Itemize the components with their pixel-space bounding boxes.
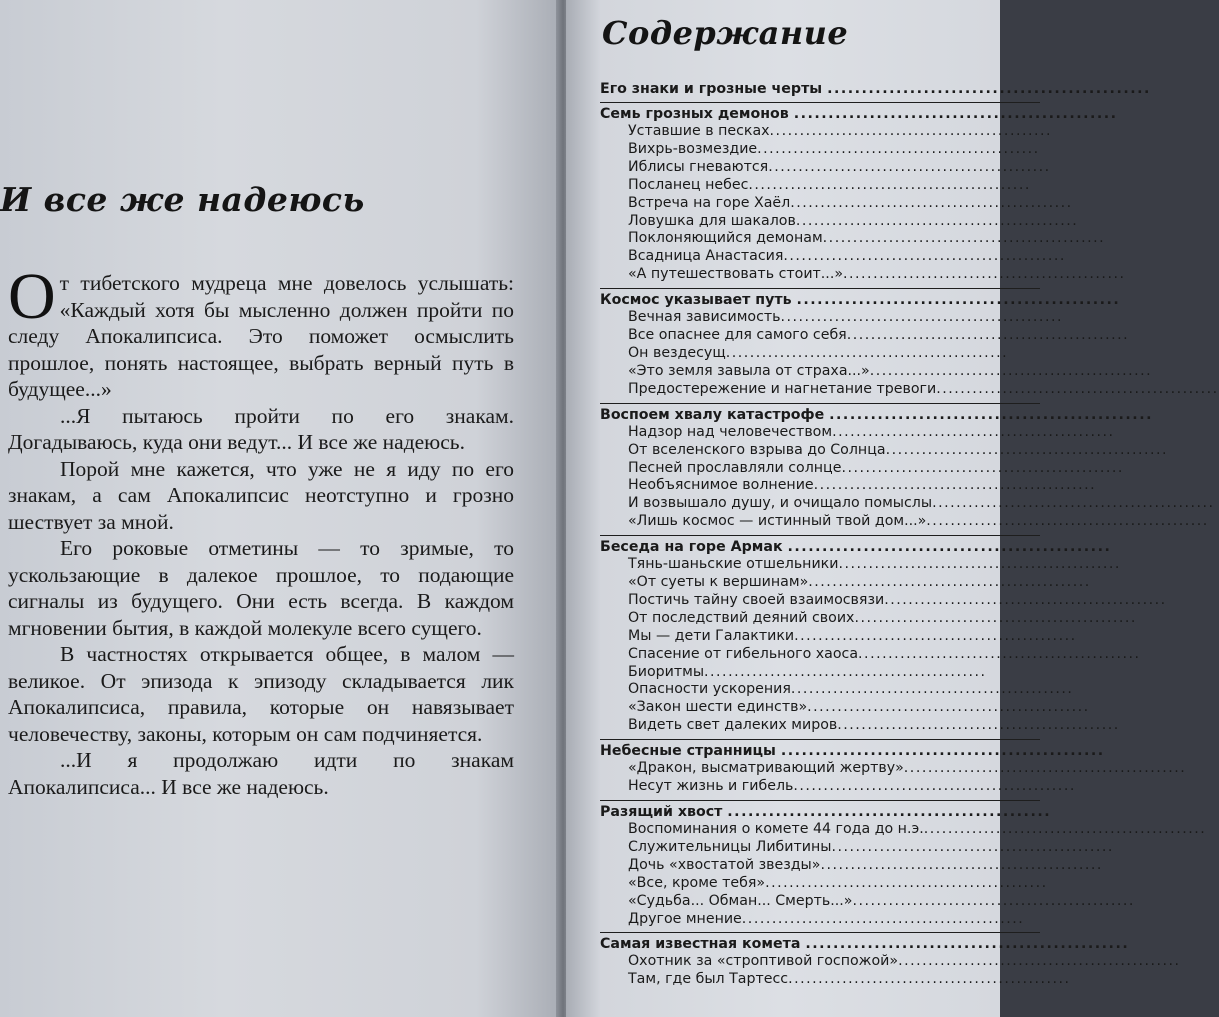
toc-item xyxy=(628,953,1181,971)
toc-section xyxy=(600,102,1126,284)
toc-leader-dots: ............................................... xyxy=(869,362,1153,379)
table-of-contents xyxy=(600,80,1219,989)
toc-item-text: Опасности ускорения xyxy=(628,681,791,698)
toc-leader-dots: ............................................... xyxy=(725,344,1009,361)
toc-item-text: Вихрь-возмездие xyxy=(628,140,758,157)
toc-item xyxy=(628,380,1219,399)
toc-item-text: Песней прославляли солнце xyxy=(628,459,842,476)
toc-item xyxy=(628,477,1097,495)
toc-item-text: Биоритмы xyxy=(628,663,705,680)
toc-item-text: Постичь тайну своей взаимосвязи xyxy=(628,591,885,608)
toc-divider xyxy=(600,403,1040,404)
toc-item-text: Охотник за «строптивой госпожой» xyxy=(628,953,899,970)
toc-item xyxy=(628,627,1077,646)
toc-heading-text: Разящий хвост xyxy=(600,804,723,820)
toc-leader-dots: ............................................... xyxy=(794,627,1077,644)
toc-item-text: Поклоняющийся демонам xyxy=(628,230,823,247)
toc-leader-dots: ............................................... xyxy=(787,539,1112,556)
toc-section xyxy=(600,535,1167,735)
drop-cap: О xyxy=(8,260,56,333)
toc-leader-dots: ............................................... xyxy=(822,230,1106,247)
toc-item xyxy=(628,717,1120,735)
toc-item xyxy=(628,778,1076,796)
toc-leader-dots: ............................................... xyxy=(854,609,1137,626)
toc-item-text: Видеть свет далеких миров xyxy=(628,717,838,734)
toc-item-text: Спасение от гибельного хаоса xyxy=(628,645,859,662)
toc-item xyxy=(628,513,1209,531)
toc-section xyxy=(600,80,1151,98)
toc-leader-dots: ............................................... xyxy=(858,645,1141,662)
paragraph: ...Я пытаюсь пройти по его знакам. Догадываюсь, куда они ведут... И все же надеюсь. xyxy=(8,403,514,454)
toc-item xyxy=(628,821,1207,839)
toc-leader-dots: ............................................... xyxy=(820,856,1103,873)
toc-item-text: Все опаснее для самого себя xyxy=(628,327,847,344)
toc-divider xyxy=(600,739,1040,740)
body-text xyxy=(8,260,514,800)
toc-leader-dots: ............................................... xyxy=(790,194,1073,211)
toc-item-text: Тянь-шаньские отшельники xyxy=(628,556,839,573)
toc-item xyxy=(628,591,1167,610)
toc-item-text: Другое мнение xyxy=(628,910,742,927)
paragraph: Его роковые отметины — то зримые, то ускользающие в далекое прошлое, то подающие сигналы из будущего. Они есть всегда. В каждом мгновении бытия, в каждой молекуле всего сущего. xyxy=(8,536,514,640)
toc-item xyxy=(628,699,1090,717)
toc-leader-dots: ............................................... xyxy=(796,292,1121,309)
toc-item-text: Уставшие в песках xyxy=(628,123,770,139)
toc-item xyxy=(628,664,1040,682)
toc-item-text: Иблисы гневаются xyxy=(628,158,769,175)
toc-heading-text: Самая известная комета xyxy=(600,936,801,953)
toc-leader-dots: ............................................... xyxy=(704,663,987,680)
toc-leader-dots: ............................................... xyxy=(827,81,1151,97)
toc-leader-dots: ............................................... xyxy=(788,971,1071,988)
toc-leader-dots: ............................................... xyxy=(852,892,1135,909)
toc-heading-text: Небесные странницы xyxy=(600,743,776,760)
chapter-title: И все же надеюсь xyxy=(0,180,365,219)
toc-section xyxy=(600,800,1207,928)
toc-item xyxy=(628,760,1187,778)
toc-item-text: Предостережение и нагнетание тревоги xyxy=(628,380,937,397)
toc-item-text: От вселенского взрыва до Солнца xyxy=(628,441,886,458)
toc-item xyxy=(628,556,1121,574)
paragraph: ...И я продолжаю идти по знакам Апокалипсиса... И все же надеюсь. xyxy=(8,748,514,799)
left-page xyxy=(0,0,560,1017)
paragraph xyxy=(8,260,514,403)
toc-leader-dots: ............................................... xyxy=(793,778,1076,795)
toc-item xyxy=(628,194,1073,213)
toc-item xyxy=(628,441,1169,460)
toc-item xyxy=(628,681,1074,699)
toc-heading-text: Космос указывает путь xyxy=(600,292,792,309)
toc-item-text: И возвышало душу, и очищало помыслы xyxy=(628,495,933,512)
toc-item xyxy=(628,459,1124,478)
toc-section-heading xyxy=(600,935,1130,953)
toc-leader-dots: ............................................... xyxy=(757,140,1040,157)
toc-item xyxy=(628,212,1079,231)
toc-item xyxy=(628,892,1135,911)
paragraph: Порой мне кажется, что уже не я иду по его знакам, а сам Апокалипсис неотступно и грозно шествует за мной. xyxy=(8,456,514,534)
toc-leader-dots: ............................................... xyxy=(765,874,1048,891)
toc-leader-dots: ............................................... xyxy=(813,477,1097,494)
toc-item xyxy=(628,856,1103,875)
toc-item xyxy=(628,971,1071,989)
toc-item-text: Вечная зависимость xyxy=(628,309,781,326)
toc-item-text: «Закон шести единств» xyxy=(628,699,808,716)
toc-section xyxy=(600,288,1219,399)
toc-section-heading xyxy=(600,80,1151,98)
toc-leader-dots: ............................................... xyxy=(936,380,1219,397)
toc-item xyxy=(628,266,1126,284)
toc-leader-dots: ............................................... xyxy=(795,212,1079,229)
toc-section-heading xyxy=(600,406,1153,424)
toc-item xyxy=(628,177,1040,195)
toc-leader-dots: ............................................... xyxy=(748,176,1031,193)
toc-leader-dots: ............................................... xyxy=(841,459,1124,476)
toc-leader-dots: ............................................... xyxy=(741,910,1025,927)
toc-divider xyxy=(600,535,1040,536)
toc-leader-dots: ............................................... xyxy=(831,838,1114,855)
toc-item-text: «От суеты к вершинам» xyxy=(628,574,809,591)
toc-item-text: Служительницы Либитины xyxy=(628,838,832,855)
toc-leader-dots: ............................................... xyxy=(829,406,1153,423)
toc-section xyxy=(600,739,1187,796)
toc-item-text: «А путешествовать стоит...» xyxy=(628,266,844,283)
toc-item-text: «Все, кроме тебя» xyxy=(628,874,766,891)
toc-item-text: «Лишь космос — истинный твой дом...» xyxy=(628,513,927,530)
toc-item xyxy=(628,495,1215,513)
toc-heading-text: Семь грозных демонов xyxy=(600,106,789,122)
toc-leader-dots: ............................................... xyxy=(923,821,1207,837)
toc-item xyxy=(628,645,1141,664)
toc-item-text: Необъяснимое волнение xyxy=(628,477,814,494)
toc-leader-dots: ............................................... xyxy=(903,760,1187,777)
toc-heading-text: Воспоем хвалу катастрофе xyxy=(600,406,825,423)
bleed-through-text xyxy=(40,20,500,180)
toc-item-text: Воспоминания о комете 44 года до н.э. xyxy=(628,821,924,837)
toc-leader-dots: ............................................... xyxy=(793,106,1118,122)
toc-item xyxy=(628,158,1051,177)
toc-leader-dots: ............................................... xyxy=(769,123,1053,139)
toc-item-text: Там, где был Тартесс xyxy=(628,971,789,988)
toc-section-heading xyxy=(600,803,1052,821)
toc-leader-dots: ............................................... xyxy=(780,743,1105,760)
toc-divider xyxy=(600,800,1040,801)
toc-leader-dots: ............................................... xyxy=(808,574,1091,591)
toc-leader-dots: ............................................... xyxy=(805,936,1130,953)
toc-leader-dots: ............................................... xyxy=(832,423,1115,440)
toc-leader-dots: ............................................... xyxy=(843,266,1126,283)
toc-section-heading xyxy=(600,105,1118,123)
toc-section xyxy=(600,403,1215,531)
toc-leader-dots: ............................................... xyxy=(780,309,1063,326)
toc-leader-dots: ............................................... xyxy=(885,441,1169,458)
toc-item xyxy=(628,423,1115,442)
toc-item-text: Дочь «хвостатой звезды» xyxy=(628,856,821,873)
toc-leader-dots: ............................................... xyxy=(783,248,1066,265)
toc-item-text: Он вездесущ xyxy=(628,344,726,361)
toc-item-text: От последствий деяний своих xyxy=(628,609,855,626)
toc-item-text: Мы — дети Галактики xyxy=(628,627,795,644)
toc-leader-dots: ............................................... xyxy=(790,681,1074,698)
toc-item xyxy=(628,609,1137,628)
toc-leader-dots: ............................................... xyxy=(768,158,1051,175)
toc-leader-dots: ............................................... xyxy=(932,495,1215,512)
toc-item xyxy=(628,345,1040,363)
toc-item xyxy=(628,248,1066,266)
toc-item xyxy=(628,911,1040,929)
toc-leader-dots: ............................................... xyxy=(807,699,1090,716)
toc-title: Содержание xyxy=(602,14,849,52)
toc-divider xyxy=(600,288,1040,289)
toc-item xyxy=(628,327,1130,345)
toc-item xyxy=(628,874,1048,893)
toc-item-text: Ловушка для шакалов xyxy=(628,212,796,229)
toc-item xyxy=(628,838,1114,857)
toc-leader-dots: ............................................... xyxy=(926,513,1209,530)
toc-item-text: «Дракон, высматривающий жертву» xyxy=(628,760,904,777)
toc-item xyxy=(628,230,1106,248)
toc-item xyxy=(628,309,1063,327)
toc-item-text: Надзор над человечеством xyxy=(628,423,833,440)
toc-item xyxy=(628,362,1153,381)
toc-heading-text: Его знаки и грозные черты xyxy=(600,81,823,97)
toc-heading-text: Беседа на горе Армак xyxy=(600,539,783,556)
toc-section-heading xyxy=(600,538,1112,556)
toc-item-text: Встреча на горе Хаёл xyxy=(628,194,791,211)
toc-item-text: Посланец небес xyxy=(628,176,749,193)
toc-divider xyxy=(600,932,1040,933)
toc-item-text: Несут жизнь и гибель xyxy=(628,778,794,795)
toc-section-heading xyxy=(600,291,1121,309)
toc-item xyxy=(628,574,1091,592)
toc-item-text: Всадница Анастасия xyxy=(628,248,784,265)
toc-item-text: «Это земля завыла от страха...» xyxy=(628,362,870,379)
toc-leader-dots: ............................................... xyxy=(884,591,1167,608)
toc-section-heading xyxy=(600,742,1105,760)
toc-leader-dots: ............................................... xyxy=(838,556,1121,573)
toc-item xyxy=(628,141,1040,159)
toc-item xyxy=(628,123,1053,141)
toc-leader-dots: ............................................... xyxy=(727,804,1052,820)
toc-section xyxy=(600,932,1181,989)
paragraph-text: т тибетского мудреца мне довелось услышать: «Каждый хотя бы мысленно должен пройти по следу Апокалипсиса. Это поможет осмыслить прошлое, понять настоящее, выбрать верный путь в будущее...» xyxy=(8,271,514,401)
toc-leader-dots: ............................................... xyxy=(846,327,1130,344)
toc-item-text: «Судьба... Обман... Смерть...» xyxy=(628,892,853,909)
toc-leader-dots: ............................................... xyxy=(837,717,1120,734)
paragraph: В частностях открывается общее, в малом — великое. От эпизода к эпизоду складывается лик Апокалипсиса, правила, которые он навязывает человечеству, законы, которым он сам подчиняется. xyxy=(8,642,514,746)
toc-leader-dots: ............................................... xyxy=(898,953,1181,970)
toc-divider xyxy=(600,102,1040,103)
